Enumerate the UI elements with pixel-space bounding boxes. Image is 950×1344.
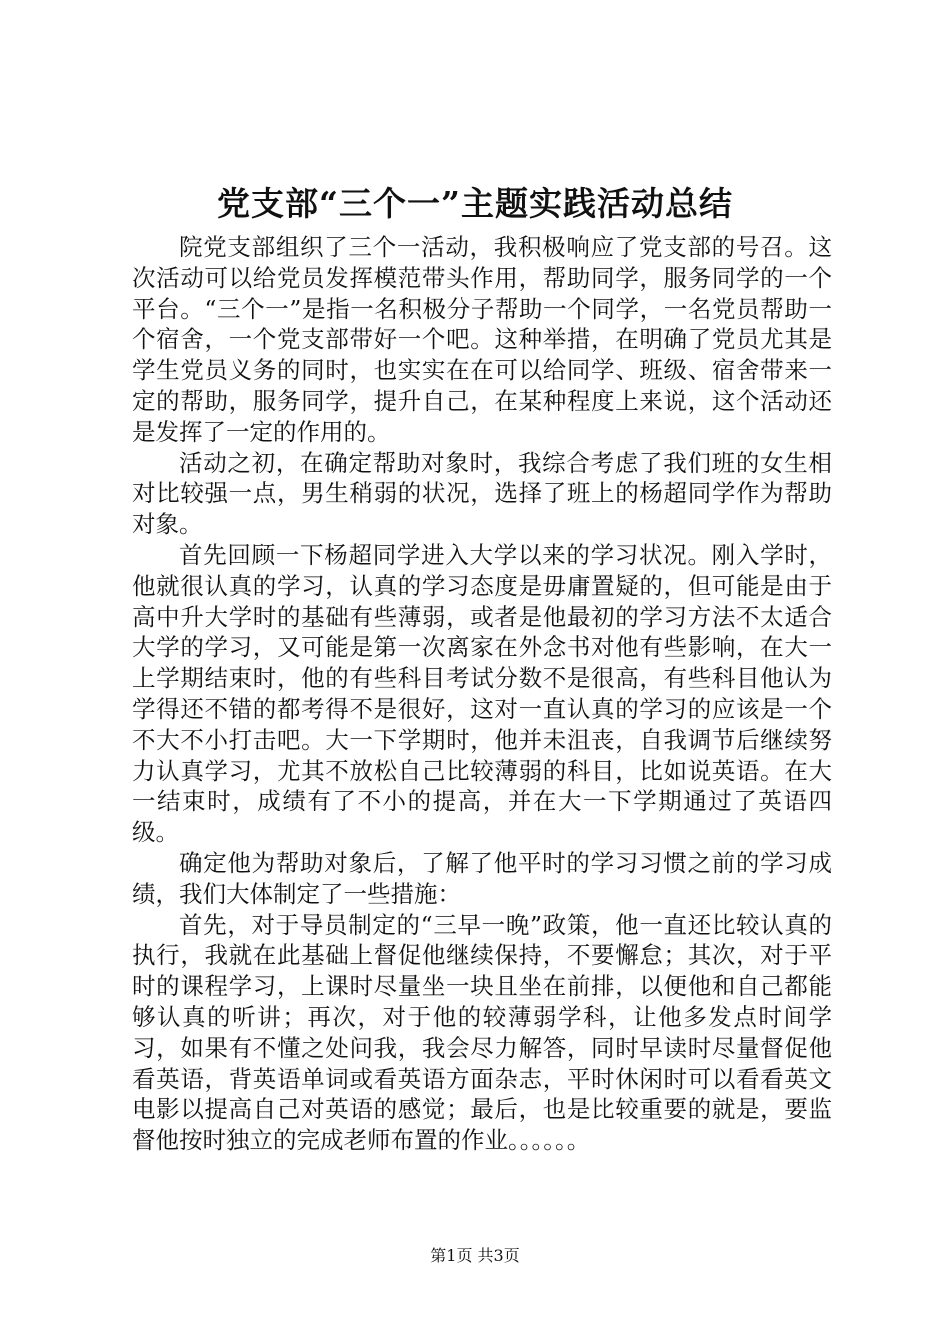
document-body	[132, 232, 832, 1156]
paragraph: 首先，对于导员制定的“三早一晚”政策，他一直还比较认真的执行，我就在此基础上督促他继续保持，不要懈怠；其次，对于平时的课程学习，上课时尽量坐一块且坐在前排，以便他和自己都能够认真的听讲；再次，对于他的较薄弱学科，让他多发点时间学习，如果有不懂之处问我，我会尽力解答，同时早读时尽量督促他看英语，背英语单词或看英语方面杂志，平时休闲时可以看看英文电影以提高自己对英语的感觉；最后，也是比较重要的就是，要监督他按时独立的完成老师布置的作业。。。。。。	[132, 910, 832, 1155]
paragraph: 确定他为帮助对象后，了解了他平时的学习习惯之前的学习成绩，我们大体制定了一些措施：	[132, 848, 832, 908]
paragraph: 院党支部组织了三个一活动，我积极响应了党支部的号召。这次活动可以给党员发挥模范带头作用，帮助同学，服务同学的一个平台。“三个一”是指一名积极分子帮助一个同学，一名党员帮助一个宿舍，一个党支部带好一个吧。这种举措，在明确了党员尤其是学生党员义务的同时，也实实在在可以给同学、班级、宿舍带来一定的帮助，服务同学，提升自己，在某种程度上来说，这个活动还是发挥了一定的作用的。	[132, 233, 832, 446]
paragraph: 活动之初，在确定帮助对象时，我综合考虑了我们班的女生相对比较强一点，男生稍弱的状况，选择了班上的杨超同学作为帮助对象。	[132, 448, 832, 539]
paragraph: 首先回顾一下杨超同学进入大学以来的学习状况。刚入学时，他就很认真的学习，认真的学习态度是毋庸置疑的，但可能是由于高中升大学时的基础有些薄弱，或者是他最初的学习方法不太适合大学的学习，又可能是第一次离家在外念书对他有些影响，在大一上学期结束时，他的有些科目考试分数不是很高，有些科目他认为学得还不错的都考得不是很好，这对一直认真的学习的应该是一个不大不小打击吧。大一下学期时，他并未沮丧，自我调节后继续努力认真学习，尤其不放松自己比较薄弱的科目，比如说英语。在大一结束时，成绩有了不小的提高，并在大一下学期通过了英语四级。	[132, 540, 832, 847]
document-title: 党支部“三个一”主题实践活动总结	[217, 184, 733, 223]
page-footer: 第1页 共3页	[430, 1246, 520, 1265]
